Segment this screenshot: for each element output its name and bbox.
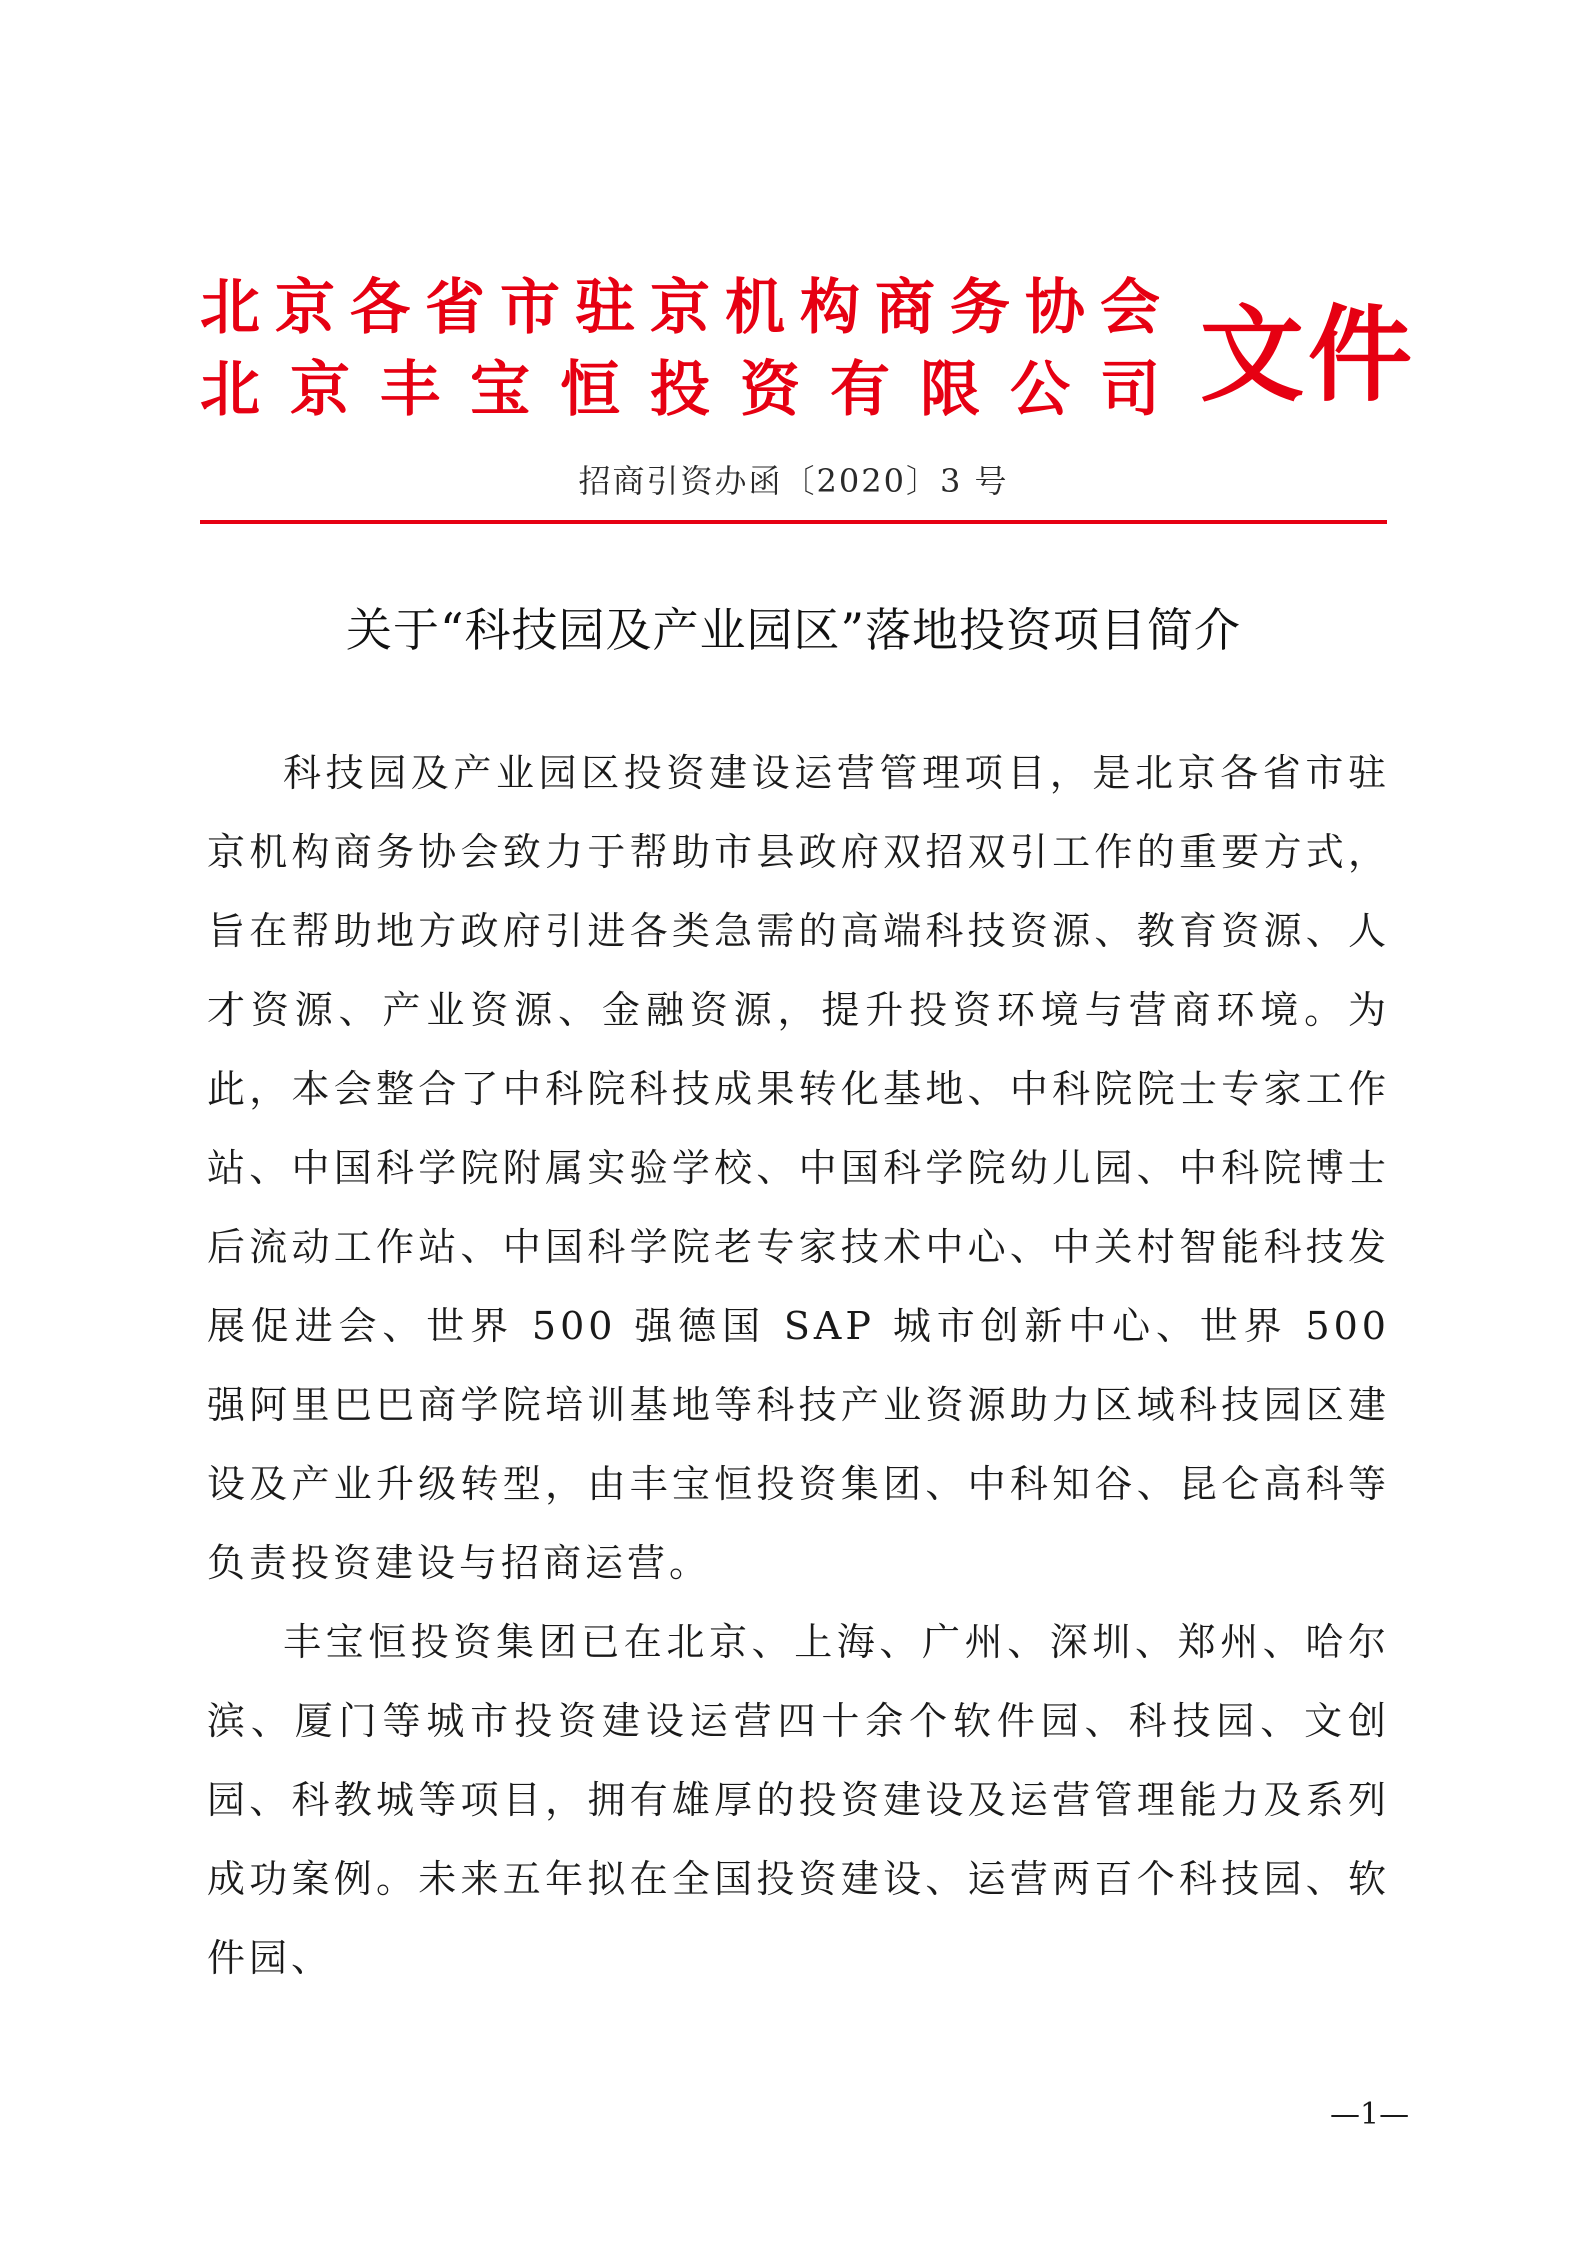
issuer-name-1: 北京各省市驻京机构商务协会 bbox=[200, 273, 1160, 343]
body-paragraph: 科技园及产业园区投资建设运营管理项目，是北京各省市驻京机构商务协会致力于帮助市县政府双招双引工作的重要方式，旨在帮助地方政府引进各类急需的高端科技资源、教育资源、人才资源、产业资源、金融资源，提升投资环境与营商环境。为此，本会整合了中科院科技成果转化基地、中科院院士专家工作站、中国科学院附属实验学校、中国科学院幼儿园、中科院博士后流动工作站、中国科学院老专家技术中心、中关村智能科技发展促进会、世界 500 强德国 SAP 城市创新中心、世界 500 强阿里巴巴商学院培训基地等科技产业资源助力区域科技园区建设及产业升级转型，由丰宝恒投资集团、中科知谷、昆仑高科等负责投资建设与招商运营。 bbox=[207, 751, 1390, 1585]
document-title: 关于“科技园及产业园区”落地投资项目简介 bbox=[345, 603, 1242, 657]
body-paragraph: 丰宝恒投资集团已在北京、上海、广州、深圳、郑州、哈尔滨、厦门等城市投资建设运营四十余个软件园、科技园、文创园、科教城等项目，拥有雄厚的投资建设及运营管理能力及系列成功案例。未来五年拟在全国投资建设、运营两百个科技园、软件园、 bbox=[207, 1620, 1390, 1980]
page-number: —1— bbox=[1330, 2097, 1410, 2132]
document-number: 招商引资办函〔2020〕3 号 bbox=[578, 462, 1009, 500]
issuer-name-2: 北京丰宝恒投资有限公司 bbox=[200, 355, 1160, 425]
document-body bbox=[207, 734, 1390, 1998]
file-mark: 文件 bbox=[1200, 294, 1417, 416]
red-divider bbox=[200, 520, 1387, 524]
document-header bbox=[200, 272, 1417, 442]
